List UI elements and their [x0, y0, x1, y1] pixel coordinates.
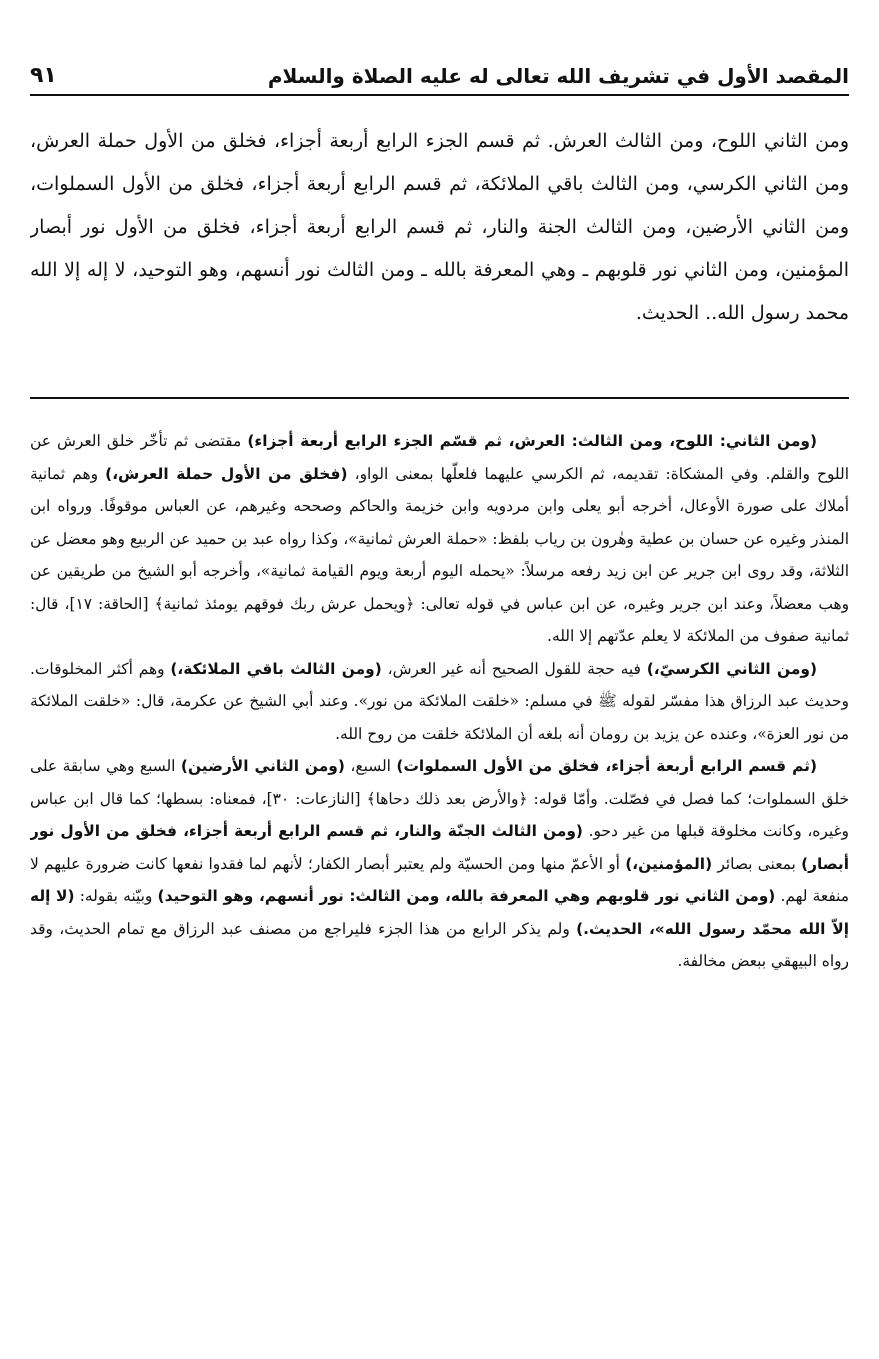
footnote-separator-line: [30, 397, 849, 399]
commentary-text: السبع،: [344, 757, 397, 775]
commentary-text: فيه حجة للقول الصحيح أنه غير العرش،: [381, 659, 647, 678]
commentary-quoted-phrase: (ومن الثاني نور قلوبهم وهي المعرفة بالله، ومن الثالث: نور أنسهم، وهو التوحيد): [157, 887, 776, 905]
commentary-paragraph-2: [30, 653, 849, 751]
commentary-quoted-phrase: (لا إله إلاّ الله محمّد رسول الله»، الحديث.): [30, 887, 849, 938]
commentary-text: وبيّنه بقوله:: [74, 887, 158, 905]
commentary-text: وهم أكثر المخلوقات. وحديث عبد الرزاق هذا مفسّر لقوله ﷺ في مسلم: «خلقت الملائكة من نور». وعند أبي الشيخ عن عكرمة، قال: «خلقت الملائكة من نور العزة»، وعنده عن يزيد بن رومان أنه بلغه أن الملائكة خلقت من روح الله.: [30, 659, 849, 743]
commentary-quoted-phrase: (ثم قسم الرابع أربعة أجزاء، فخلق من الأول السملوات): [396, 757, 817, 775]
commentary-paragraph-3: [30, 750, 849, 978]
commentary-text: السبع وهي سابقة على خلق السملوات؛ كما فصل في فصّلت. وأمّا قوله: ﴿والأرض بعد ذلك دحاها﴾ [النازعات: ٣٠]، فمعناه: بسطها؛ كما قال ابن عباس وغيره، وكانت مخلوقة قبلها من غير دحو.: [30, 757, 849, 840]
running-header-title: المقصد الأول في تشريف الله تعالى له عليه الصلاة والسلام: [267, 64, 849, 88]
commentary-paragraph-1: [30, 425, 849, 653]
commentary-quoted-phrase: (المؤمنين،): [625, 854, 713, 873]
commentary-text: ولم يذكر الرابع من هذا الجزء فليراجع من مصنف عبد الرزاق مع تمام الحديث، وقد رواه البيهقي ببعض مخالفة.: [30, 919, 849, 970]
commentary-text: أو الأعمّ منها ومن الحسيّة ولم يعتبر أبصار الكفار؛ لأنهم لما فقدوا نفعها كانت ضرورة عليهم لا منفعة لهم.: [30, 854, 849, 905]
commentary-quoted-phrase: (ومن الثالث الجنّة والنار، ثم قسم الرابع أربعة أجزاء، فخلق من الأول نور أبصار): [30, 822, 849, 873]
running-header: [30, 50, 849, 96]
commentary-text: وهم ثمانية أملاك على صورة الأوعال، أخرجه أبو يعلى وابن مردويه وابن خزيمة والحاكم وصححه وغيرهم، عن العباس موقوفًا. ورواه ابن المنذر وغيره عن حسان بن عطية وهٰرون بن رياب بلفظ: «حملة العرش ثمانية»، وكذا رواه عبد بن حميد عن الربيع وهو معضل عن الثلاثة، وقد روى ابن جرير عن ابن زيد رفعه مرسلاً: «يحمله اليوم أربعة ويوم القيامة ثمانية»، وأخرجه أبو الشيخ من طريقين عن وهب معضلاً، وعند ابن جرير وغيره، عن ابن عباس في قوله تعالى: ﴿ويحمل عرش ربك فوقهم يومئذ ثمانية﴾ [الحاقة: ١٧]، قال: ثمانية صفوف من الملائكة لا يعلم عدّتهم إلا الله.: [30, 464, 849, 645]
commentary-quoted-phrase: (ومن الثاني الكرسيّ،): [646, 659, 818, 678]
commentary-quoted-phrase: (ومن الثاني: اللوح، ومن الثالث: العرش، ثم قسّم الجزء الرابع أربعة أجزاء): [247, 432, 817, 450]
commentary-text: بمعنى بصائر: [712, 854, 802, 873]
commentary-quoted-phrase: (ومن الثالث باقي الملائكة،): [170, 659, 382, 678]
main-text: ومن الثاني اللوح، ومن الثالث العرش. ثم قسم الجزء الرابع أربعة أجزاء، فخلق من الأول حملة العرش، ومن الثاني الكرسي، ومن الثالث باقي الملائكة، ثم قسم الرابع أربعة أجزاء، فخلق من الأول السملوات، ومن الثاني الأرضين، ومن الثالث الجنة والنار، ثم قسم الرابع أربعة أجزاء، فخلق من الأول نور أبصار المؤمنين، ومن الثاني نور قلوبهم ـ وهي المعرفة بالله ـ ومن الثالث نور أنسهم، وهو التوحيد، لا إله إلا الله محمد رسول الله.. الحديث.: [30, 130, 849, 324]
commentary-quoted-phrase: (ومن الثاني الأرضين): [180, 757, 345, 775]
page-number: ٩١: [30, 63, 57, 88]
commentary-quoted-phrase: (فخلق من الأول حملة العرش،): [105, 464, 348, 483]
commentary-text: مقتضى ثم تأخّر خلق العرش عن اللوح والقلم. وفي المشكاة: تقديمه، ثم الكرسي عليهما فلعلّها بمعنى الواو،: [30, 432, 849, 483]
commentary-section: [30, 425, 849, 1330]
